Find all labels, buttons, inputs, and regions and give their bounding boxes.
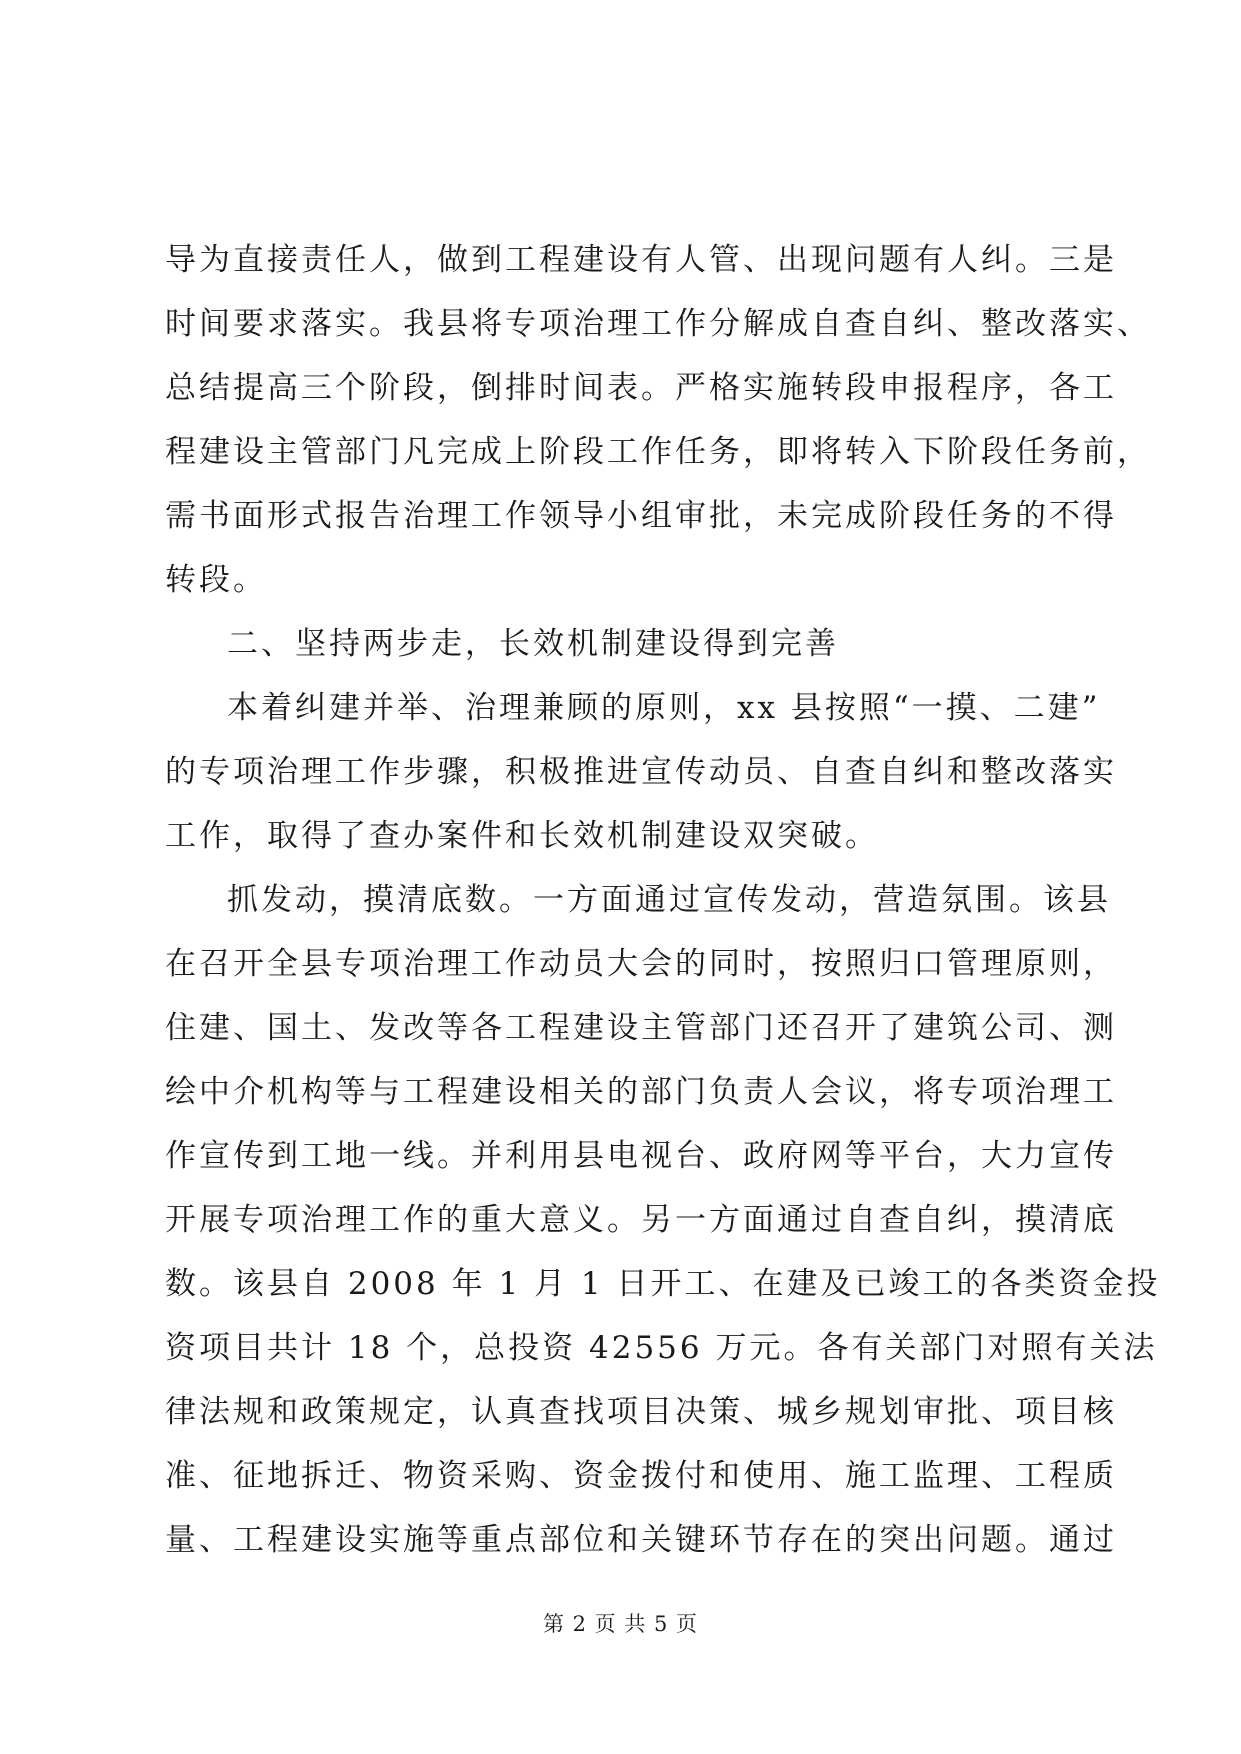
text-line: 抓发动，摸清底数。一方面通过宣传发动，营造氛围。该县 — [227, 882, 1111, 918]
text-line: 程建设主管部门凡完成上阶段工作任务，即将转入下阶段任务前， — [165, 434, 1151, 470]
text-line: 总结提高三个阶段，倒排时间表。严格实施转段申报程序，各工 — [165, 370, 1117, 406]
text-line: 准、征地拆迁、物资采购、资金拨付和使用、施工监理、工程质 — [165, 1458, 1117, 1494]
text-line: 在召开全县专项治理工作动员大会的同时，按照归口管理原则， — [165, 946, 1117, 982]
text-line: 转段。 — [165, 562, 267, 598]
page-number-footer: 第 2 页 共 5 页 — [542, 1612, 699, 1636]
document-body — [165, 228, 1161, 1572]
text-line: 作宣传到工地一线。并利用县电视台、政府网等平台，大力宣传 — [165, 1138, 1117, 1174]
text-line: 本着纠建并举、治理兼顾的原则，xx 县按照“一摸、二建” — [227, 690, 1101, 726]
text-line: 律法规和政策规定，认真查找项目决策、城乡规划审批、项目核 — [165, 1394, 1117, 1430]
text-line: 资项目共计 18 个，总投资 42556 万元。各有关部门对照有关法 — [165, 1330, 1158, 1366]
text-line: 的专项治理工作步骤，积极推进宣传动员、自查自纠和整改落实 — [165, 754, 1117, 790]
text-line: 住建、国土、发改等各工程建设主管部门还召开了建筑公司、测 — [165, 1010, 1117, 1046]
text-line: 绘中介机构等与工程建设相关的部门负责人会议，将专项治理工 — [165, 1074, 1117, 1110]
text-line: 需书面形式报告治理工作领导小组审批，未完成阶段任务的不得 — [165, 498, 1117, 534]
text-line: 开展专项治理工作的重大意义。另一方面通过自查自纠，摸清底 — [165, 1202, 1117, 1238]
text-line: 量、工程建设实施等重点部位和关键环节存在的突出问题。通过 — [165, 1522, 1117, 1558]
text-line: 工作，取得了查办案件和长效机制建设双突破。 — [165, 818, 879, 854]
section-heading: 二、坚持两步走，长效机制建设得到完善 — [227, 626, 839, 662]
text-line: 时间要求落实。我县将专项治理工作分解成自查自纠、整改落实、 — [165, 306, 1151, 342]
text-line: 数。该县自 2008 年 1 月 1 日开工、在建及已竣工的各类资金投 — [165, 1266, 1161, 1302]
text-line: 导为直接责任人，做到工程建设有人管、出现问题有人纠。三是 — [165, 242, 1117, 278]
